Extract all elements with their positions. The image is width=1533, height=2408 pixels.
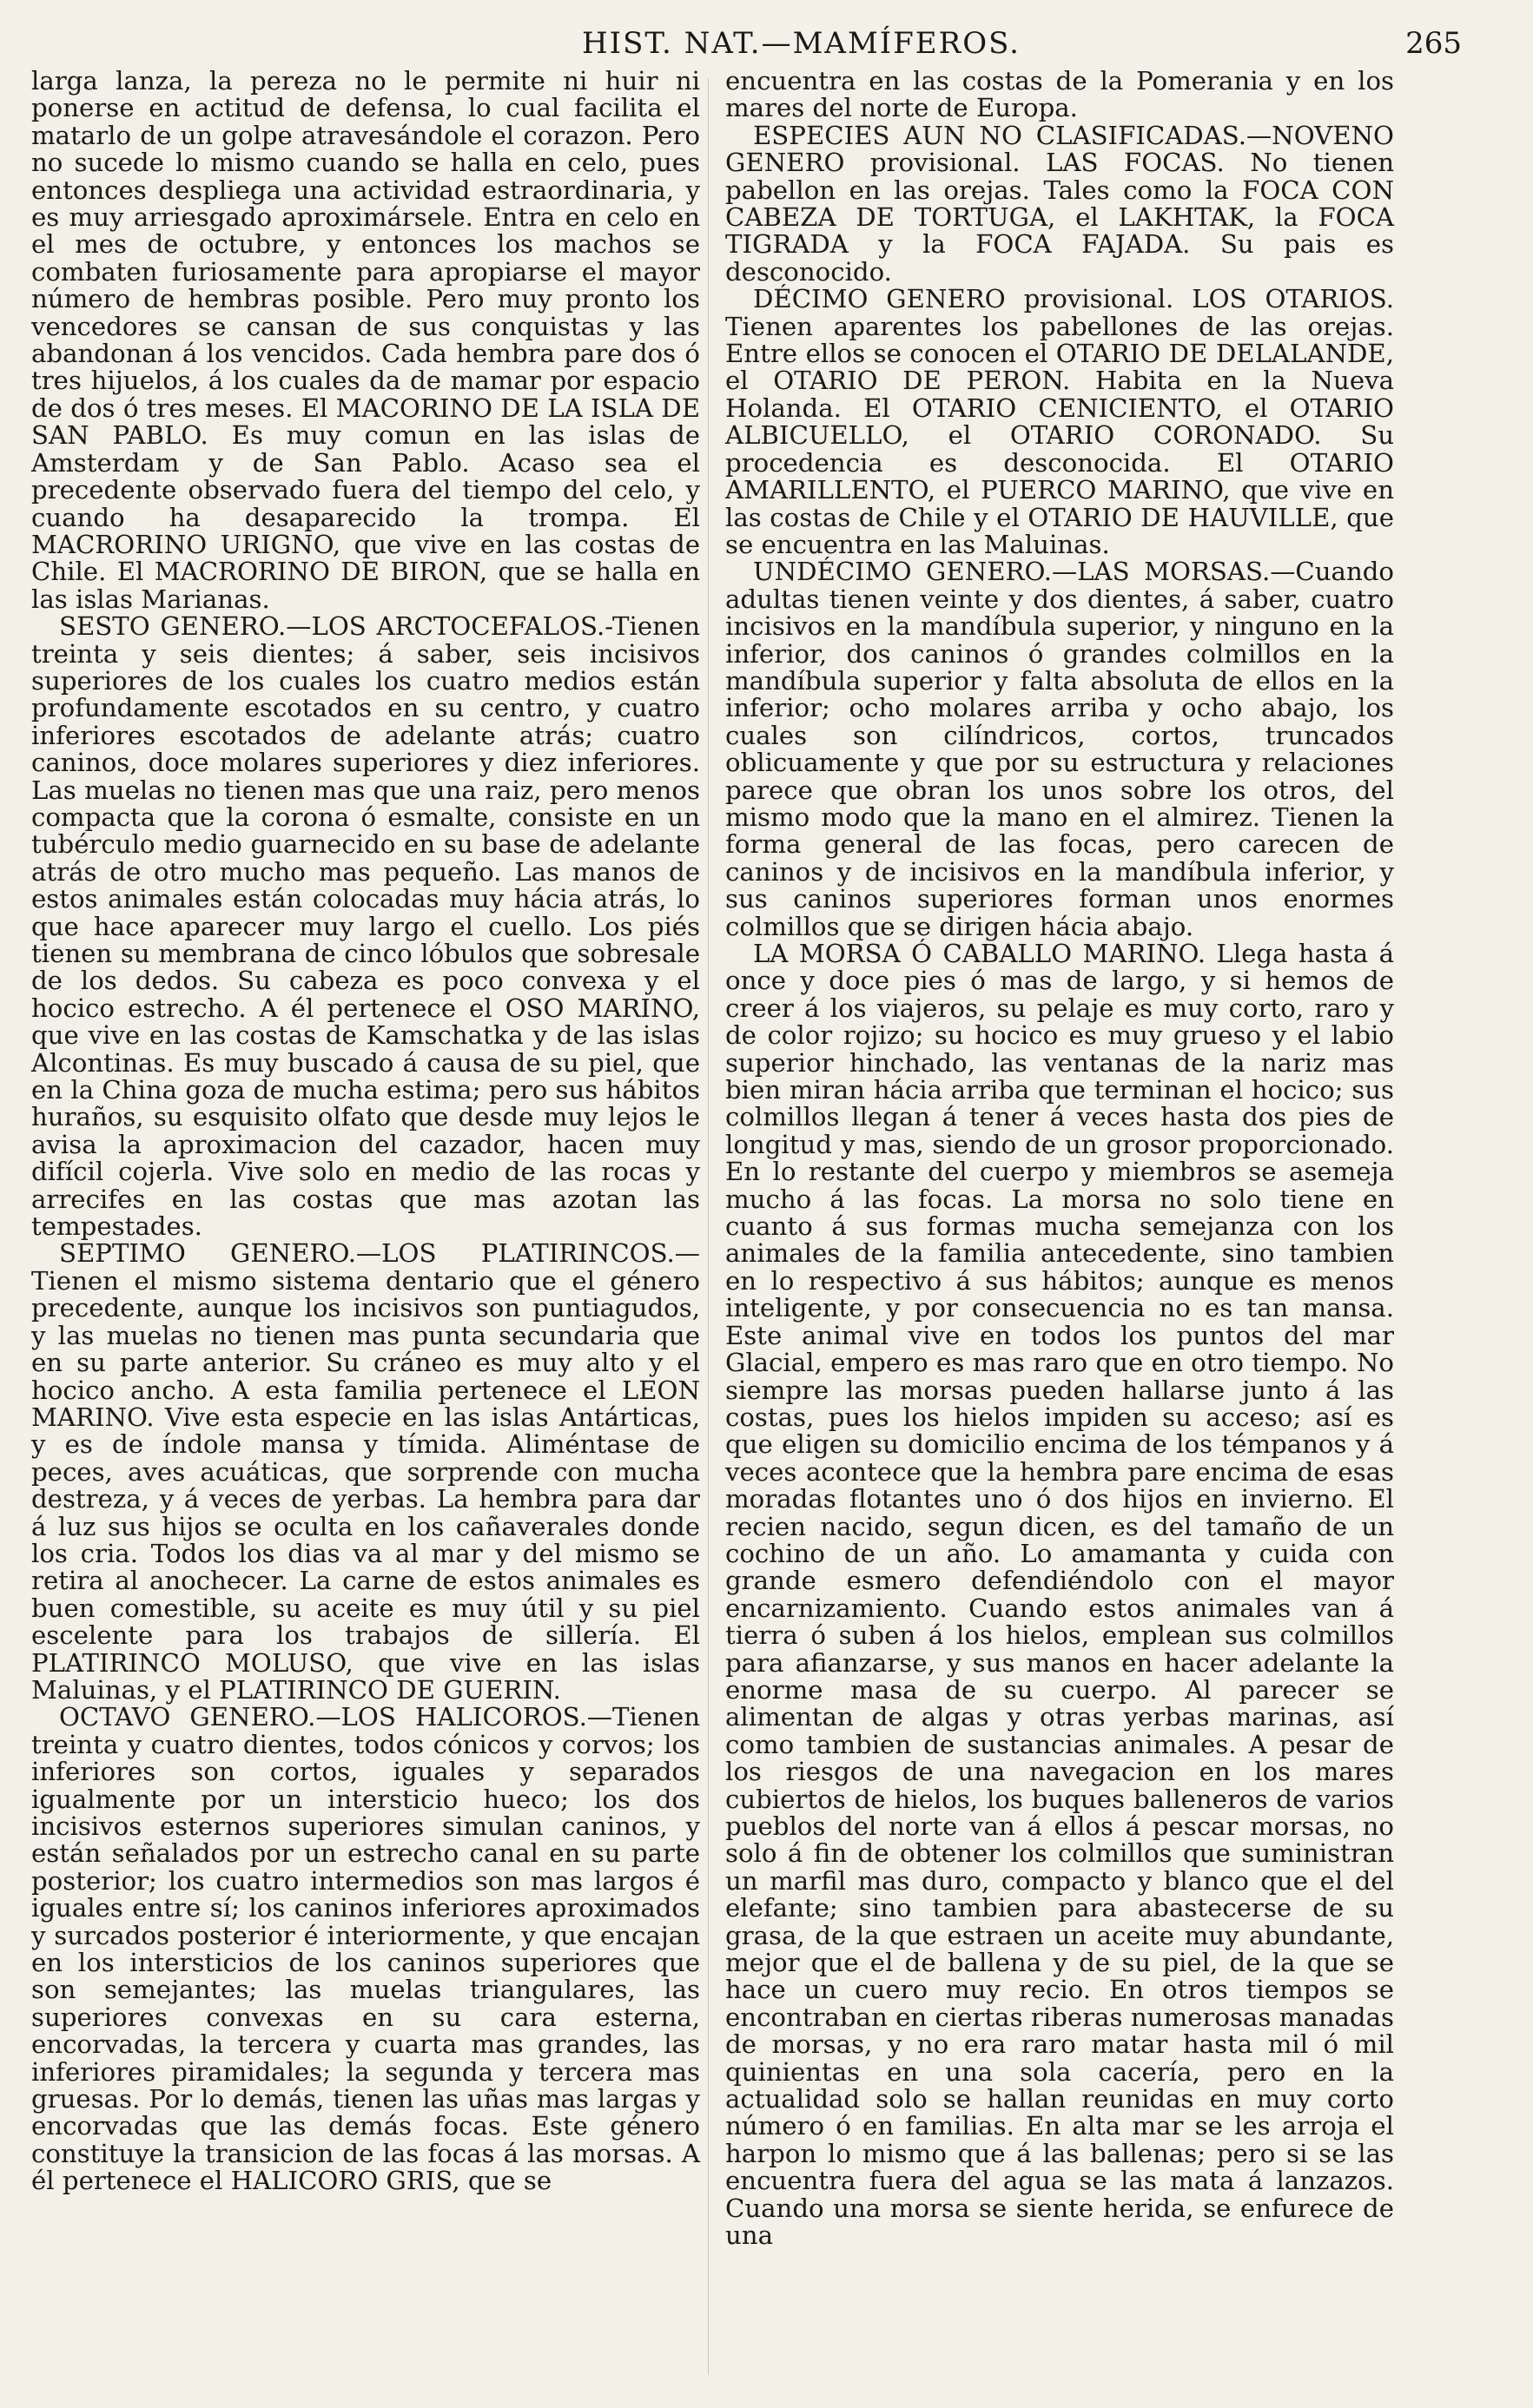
running-title: HIST. NAT.—MAMÍFEROS.	[582, 26, 1021, 61]
left-column	[31, 68, 700, 2195]
paragraph-noveno-genero: ESPECIES AUN NO CLASIFICADAS.—NOVENO GENERO provisional. LAS FOCAS. No tienen pabellon en las orejas. Tales como la FOCA CON CABEZA DE TORTUGA, el LAKHTAK, la FOCA TIGRADA y la FOCA FAJADA. Su pais es desconocido.	[725, 120, 1394, 287]
paragraph-sesto-genero: SESTO GENERO.—LOS ARCTOCEFALOS.-Tienen treinta y seis dientes; á saber, seis incisivos superiores de los cuales los cuatro medios están profundamente escotados en su centro, y cuatro inferiores escotados de adelante atrás; cuatro caninos, doce molares superiores y diez inferiores. Las muelas no tienen mas que una raiz, pero menos compacta que la corona ó esmalte, consiste en un tubérculo medio guarnecido en su base de adelante atrás de otro mucho mas pequeño. Las manos de estos animales están colocadas muy hácia atrás, lo que hace aparecer muy largo el cuello. Los piés tienen su membrana de cinco lóbulos que sobresale de los dedos. Su cabeza es poco convexa y el hocico estrecho. A él pertenece el OSO MARINO, que vive en las costas de Kamschatka y de las islas Alcontinas. Es muy buscado á causa de su piel, que en la China goza de mucha estima; pero sus hábitos huraños, su esquisito olfato que desde muy lejos le avisa la aproximacion del cazador, hacen muy difícil cojerla. Vive solo en medio de las rocas y arrecifes en las costas que mas azotan las tempestades.	[31, 611, 700, 1242]
page-number: 265	[1405, 26, 1462, 61]
paragraph-undecimo-genero: UNDÉCIMO GENERO.—LAS MORSAS.—Cuando adultas tienen veinte y dos dientes, á saber, cuatro incisivos en la mandíbula superior, y ninguno en la inferior, dos caninos ó grandes colmillos en la mandíbula superior y falta absoluta de ellos en la inferior; ocho molares arriba y ocho abajo, los cuales son cilíndricos, cortos, truncados oblicuamente y que por su estructura y relaciones parece que obran los unos sobre los otros, del mismo modo que la mano en el almirez. Tienen la forma general de las focas, pero carecen de caninos y de incisivos en la mandíbula inferior, y sus caninos superiores forman unos enormes colmillos que se dirigen hácia abajo.	[725, 557, 1394, 941]
right-column	[725, 68, 1394, 2250]
paragraph-decimo-genero: DÉCIMO GENERO provisional. LOS OTARIOS. Tienen aparentes los pabellones de las orejas. Entre ellos se conocen el OTARIO DE DELALANDE, el OTARIO DE PERON. Habita en la Nueva Holanda. El OTARIO CENICIENTO, el OTARIO ALBICUELLO, el OTARIO CORONADO. Su procedencia es desconocida. El OTARIO AMARILLENTO, el PUERCO MARINO, que vive en las costas de Chile y el OTARIO DE HAUVILLE, que se encuentra en las Maluinas.	[725, 284, 1394, 559]
paragraph-continuation: encuentra en las costas de la Pomerania y en los mares del norte de Europa.	[725, 66, 1394, 123]
paragraph-morsa: LA MORSA Ó CABALLO MARINO. Llega hasta á once y doce pies ó mas de largo, y si hemos de creer á los viajeros, su pelaje es muy corto, raro y de color rojizo; su hocico es muy grueso y el labio superior hinchado, las ventanas de la nariz mas bien miran hácia arriba que terminan el hocico; sus colmillos llegan á tener á veces hasta dos pies de longitud y mas, siendo de un grosor proporcionado. En lo restante del cuerpo y miembros se asemeja mucho á las focas. La morsa no solo tiene en cuanto á sus formas mucha semejanza con los animales de la familia antecedente, sino tambien en lo respectivo á sus hábitos; aunque es menos inteligente, y por consecuencia no es tan mansa. Este animal vive en todos los puntos del mar Glacial, empero es mas raro que en otro tiempo. No siempre las morsas pueden hallarse junto á las costas, pues los hielos impiden su acceso; así es que eligen su domicilio encima de los témpanos y á veces acontece que la hembra pare encima de esas moradas flotantes uno ó dos hijos en invierno. El recien nacido, segun dicen, es del tamaño de un cochino de un año. Lo amamanta y cuida con grande esmero defendiéndolo con el mayor encarnizamiento. Cuando estos animales van á tierra ó suben á los hielos, emplean sus colmillos para afianzarse, y sus manos en hacer adelante la enorme masa de su cuerpo. Al parecer se alimentan de algas y otras yerbas marinas, así como tambien de sustancias animales. A pesar de los riesgos de una navegacion en los mares cubiertos de hielos, los buques balleneros de varios pueblos del norte van á ellos á pescar morsas, no solo á fin de obtener los colmillos que suministran un marfil mas duro, compacto y blanco que el del elefante; sino tambien para abastecerse de su grasa, de la que estraen un aceite muy abundante, mejor que el de ballena y de su piel, de la que se hace un cuero muy recio. En otros tiempos se encontraban en ciertas riberas numerosas manadas de morsas, y no era raro matar hasta mil ó mil quinientas en una sola cacería, pero en la actualidad solo se hallan reunidas en muy corto número ó en familias. En alta mar se les arroja el harpon lo mismo que á las ballenas; pero si se las encuentra fuera del agua se las mata á lanzazos. Cuando una morsa se siente herida, se enfurece de una	[725, 939, 1394, 2251]
paragraph-macrorinos: larga lanza, la pereza no le permite ni huir ni ponerse en actitud de defensa, lo cual facilita el matarlo de un golpe atravesándole el corazon. Pero no sucede lo mismo cuando se halla en celo, pues entonces despliega una actividad estraordinaria, y es muy arriesgado aproximársele. Entra en celo en el mes de octubre, y entonces los machos se combaten furiosamente para apropiarse el mayor número de hembras posible. Pero muy pronto los vencedores se cansan de sus conquistas y las abandonan á los vencidos. Cada hembra pare dos ó tres hijuelos, á los cuales da de mamar por espacio de dos ó tres meses. El MACORINO DE LA ISLA DE SAN PABLO. Es muy comun en las islas de Amsterdam y de San Pablo. Acaso sea el precedente observado fuera del tiempo del celo, y cuando ha desaparecido la trompa. El MACRORINO URIGNO, que vive en las costas de Chile. El MACRORINO DE BIRON, que se halla en las islas Marianas.	[31, 66, 700, 614]
page-header	[26, 26, 1507, 69]
paragraph-octavo-genero: OCTAVO GENERO.—LOS HALICOROS.—Tienen treinta y cuatro dientes, todos cónicos y corvos; los inferiores son cortos, iguales y separados igualmente por un intersticio hueco; los dos incisivos esternos superiores simulan caninos, y están señalados por un estrecho canal en su parte posterior; los cuatro intermedios son mas largos é iguales entre sí; los caninos inferiores aproximados y surcados posterior é interiormente, y que encajan en los intersticios de los caninos superiores que son semejantes; las muelas triangulares, las superiores convexas en su cara esterna, encorvadas, la tercera y cuarta mas grandes, las inferiores piramidales; la segunda y tercera mas gruesas. Por lo demás, tienen las uñas mas largas y encorvadas que las demás focas. Este género constituye la transicion de las focas á las morsas. A él pertenece el HALICORO GRIS, que se	[31, 1702, 700, 2196]
column-divider	[708, 78, 709, 2375]
paragraph-septimo-genero: SEPTIMO GENERO.—LOS PLATIRINCOS.—Tienen el mismo sistema dentario que el género precedente, aunque los incisivos son puntiagudos, y las muelas no tienen mas punta secundaria que en su parte anterior. Su cráneo es muy alto y el hocico ancho. A esta familia pertenece el LEON MARINO. Vive esta especie en las islas Antárticas, y es de índole mansa y tímida. Aliméntase de peces, aves acuáticas, que sorprende con mucha destreza, y á veces de yerbas. La hembra para dar á luz sus hijos se oculta en los cañaverales donde los cria. Todos los dias va al mar y del mismo se retira al anochecer. La carne de estos animales es buen comestible, su aceite es muy útil y su piel escelente para los trabajos de sillería. El PLATIRINCO MOLUSO, que vive en las islas Maluinas, y el PLATIRINCO DE GUERIN.	[31, 1238, 700, 1705]
